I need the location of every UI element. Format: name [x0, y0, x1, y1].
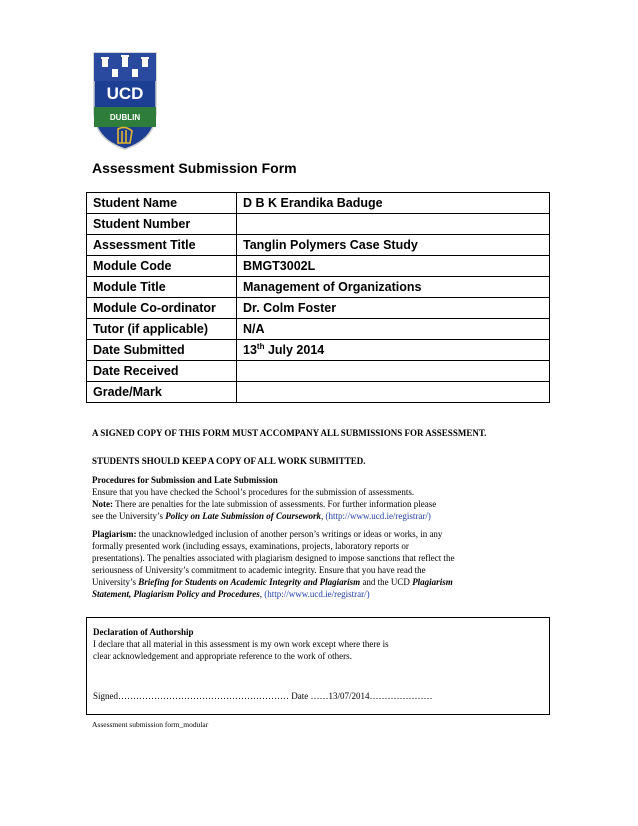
table-row	[87, 382, 550, 403]
text: ,	[321, 511, 326, 521]
briefing-title: Briefing for Students on Academic Integrity and Plagiarism	[138, 577, 361, 587]
field-value	[237, 382, 550, 403]
logo-ucd-text: UCD	[106, 84, 144, 103]
field-value: Management of Organizations	[237, 277, 550, 298]
declaration-box	[86, 617, 550, 715]
text: ,	[259, 589, 265, 599]
date-day: 13	[243, 343, 257, 358]
plagiarism-line	[92, 588, 492, 600]
field-value: N/A	[237, 319, 550, 340]
table-row	[87, 340, 550, 361]
statement-title: Statement, Plagiarism Policy and Procedures	[92, 589, 260, 599]
policy-title: Policy on Late Submission of Coursework	[165, 511, 322, 521]
field-label: Module Co-ordinator	[87, 298, 237, 319]
note-text: There are penalties for the late submission of assessments. For further information please	[113, 499, 437, 509]
registrar-link[interactable]: (http://www.ucd.ie/registrar/)	[325, 511, 431, 521]
text: see the University’s	[92, 511, 166, 521]
field-label: Module Title	[87, 277, 237, 298]
field-label: Date Received	[87, 361, 237, 382]
field-value: Dr. Colm Foster	[237, 298, 550, 319]
date-suffix: th	[256, 342, 265, 352]
field-label: Student Name	[87, 193, 237, 214]
plagiarism-line	[92, 576, 492, 588]
text: and the UCD	[360, 577, 413, 587]
date-rest: July 2014	[264, 343, 325, 358]
table-row	[87, 256, 550, 277]
field-value: BMGT3002L	[237, 256, 550, 277]
plagiarism-word: Plagiarism	[412, 577, 453, 587]
table-row	[87, 214, 550, 235]
procedures-heading: Procedures for Submission and Late Submission	[92, 475, 278, 485]
submission-details-table	[86, 192, 550, 403]
logo-dublin-text: DUBLIN	[109, 113, 141, 122]
plagiarism-text: presentations). The penalties associated with plagiarism designed to impose sanctions that reflect the	[92, 553, 455, 563]
procedures-line: Ensure that you have checked the School’s procedures for the submission of assessments.	[92, 487, 415, 497]
form-title: Assessment Submission Form	[92, 160, 297, 176]
procedures-line	[92, 510, 492, 522]
registrar-link[interactable]: (http://www.ucd.ie/registrar/)	[264, 589, 370, 599]
declaration-text: I declare that all material in this assessment is my own work except where there is	[93, 639, 389, 649]
footer-text: Assessment submission form_modular	[92, 720, 209, 729]
field-value	[237, 214, 550, 235]
plagiarism-label: Plagiarism:	[92, 529, 137, 539]
table-row	[87, 361, 550, 382]
declaration-text: clear acknowledgement and appropriate reference to the work of others.	[93, 651, 352, 661]
note-label: Note:	[92, 499, 113, 509]
plagiarism-text: the unacknowledged inclusion of another person’s writings or ideas or works, in any	[136, 529, 443, 539]
plagiarism-text: seriousness of University’s commitment to academic integrity. Ensure that you have read the	[92, 565, 426, 575]
keep-copy-notice: STUDENTS SHOULD KEEP A COPY OF ALL WORK SUBMITTED.	[92, 456, 366, 466]
field-value	[237, 361, 550, 382]
ucd-crest-logo	[92, 51, 158, 151]
field-label: Tutor (if applicable)	[87, 319, 237, 340]
plagiarism-section	[92, 528, 492, 600]
plagiarism-text: formally presented work (including essays, examinations, projects, laboratory reports or	[92, 541, 409, 551]
field-value: Tanglin Polymers Case Study	[237, 235, 550, 256]
table-row	[87, 298, 550, 319]
field-value: D B K Erandika Baduge	[237, 193, 550, 214]
field-label: Date Submitted	[87, 340, 237, 361]
procedures-note	[92, 498, 492, 510]
declaration-heading: Declaration of Authorship	[93, 627, 194, 637]
signed-copy-notice: A SIGNED COPY OF THIS FORM MUST ACCOMPANY ALL SUBMISSIONS FOR ASSESSMENT.	[92, 428, 487, 438]
signature-line: Signed………………………………………………… Date ……13/07/2014…………………	[93, 691, 433, 701]
text: University’s	[92, 577, 139, 587]
field-label: Grade/Mark	[87, 382, 237, 403]
field-value	[237, 340, 550, 361]
table-row	[87, 193, 550, 214]
field-label: Student Number	[87, 214, 237, 235]
procedures-section	[92, 474, 492, 522]
field-label: Assessment Title	[87, 235, 237, 256]
table-row	[87, 319, 550, 340]
table-row	[87, 235, 550, 256]
table-row	[87, 277, 550, 298]
field-label: Module Code	[87, 256, 237, 277]
